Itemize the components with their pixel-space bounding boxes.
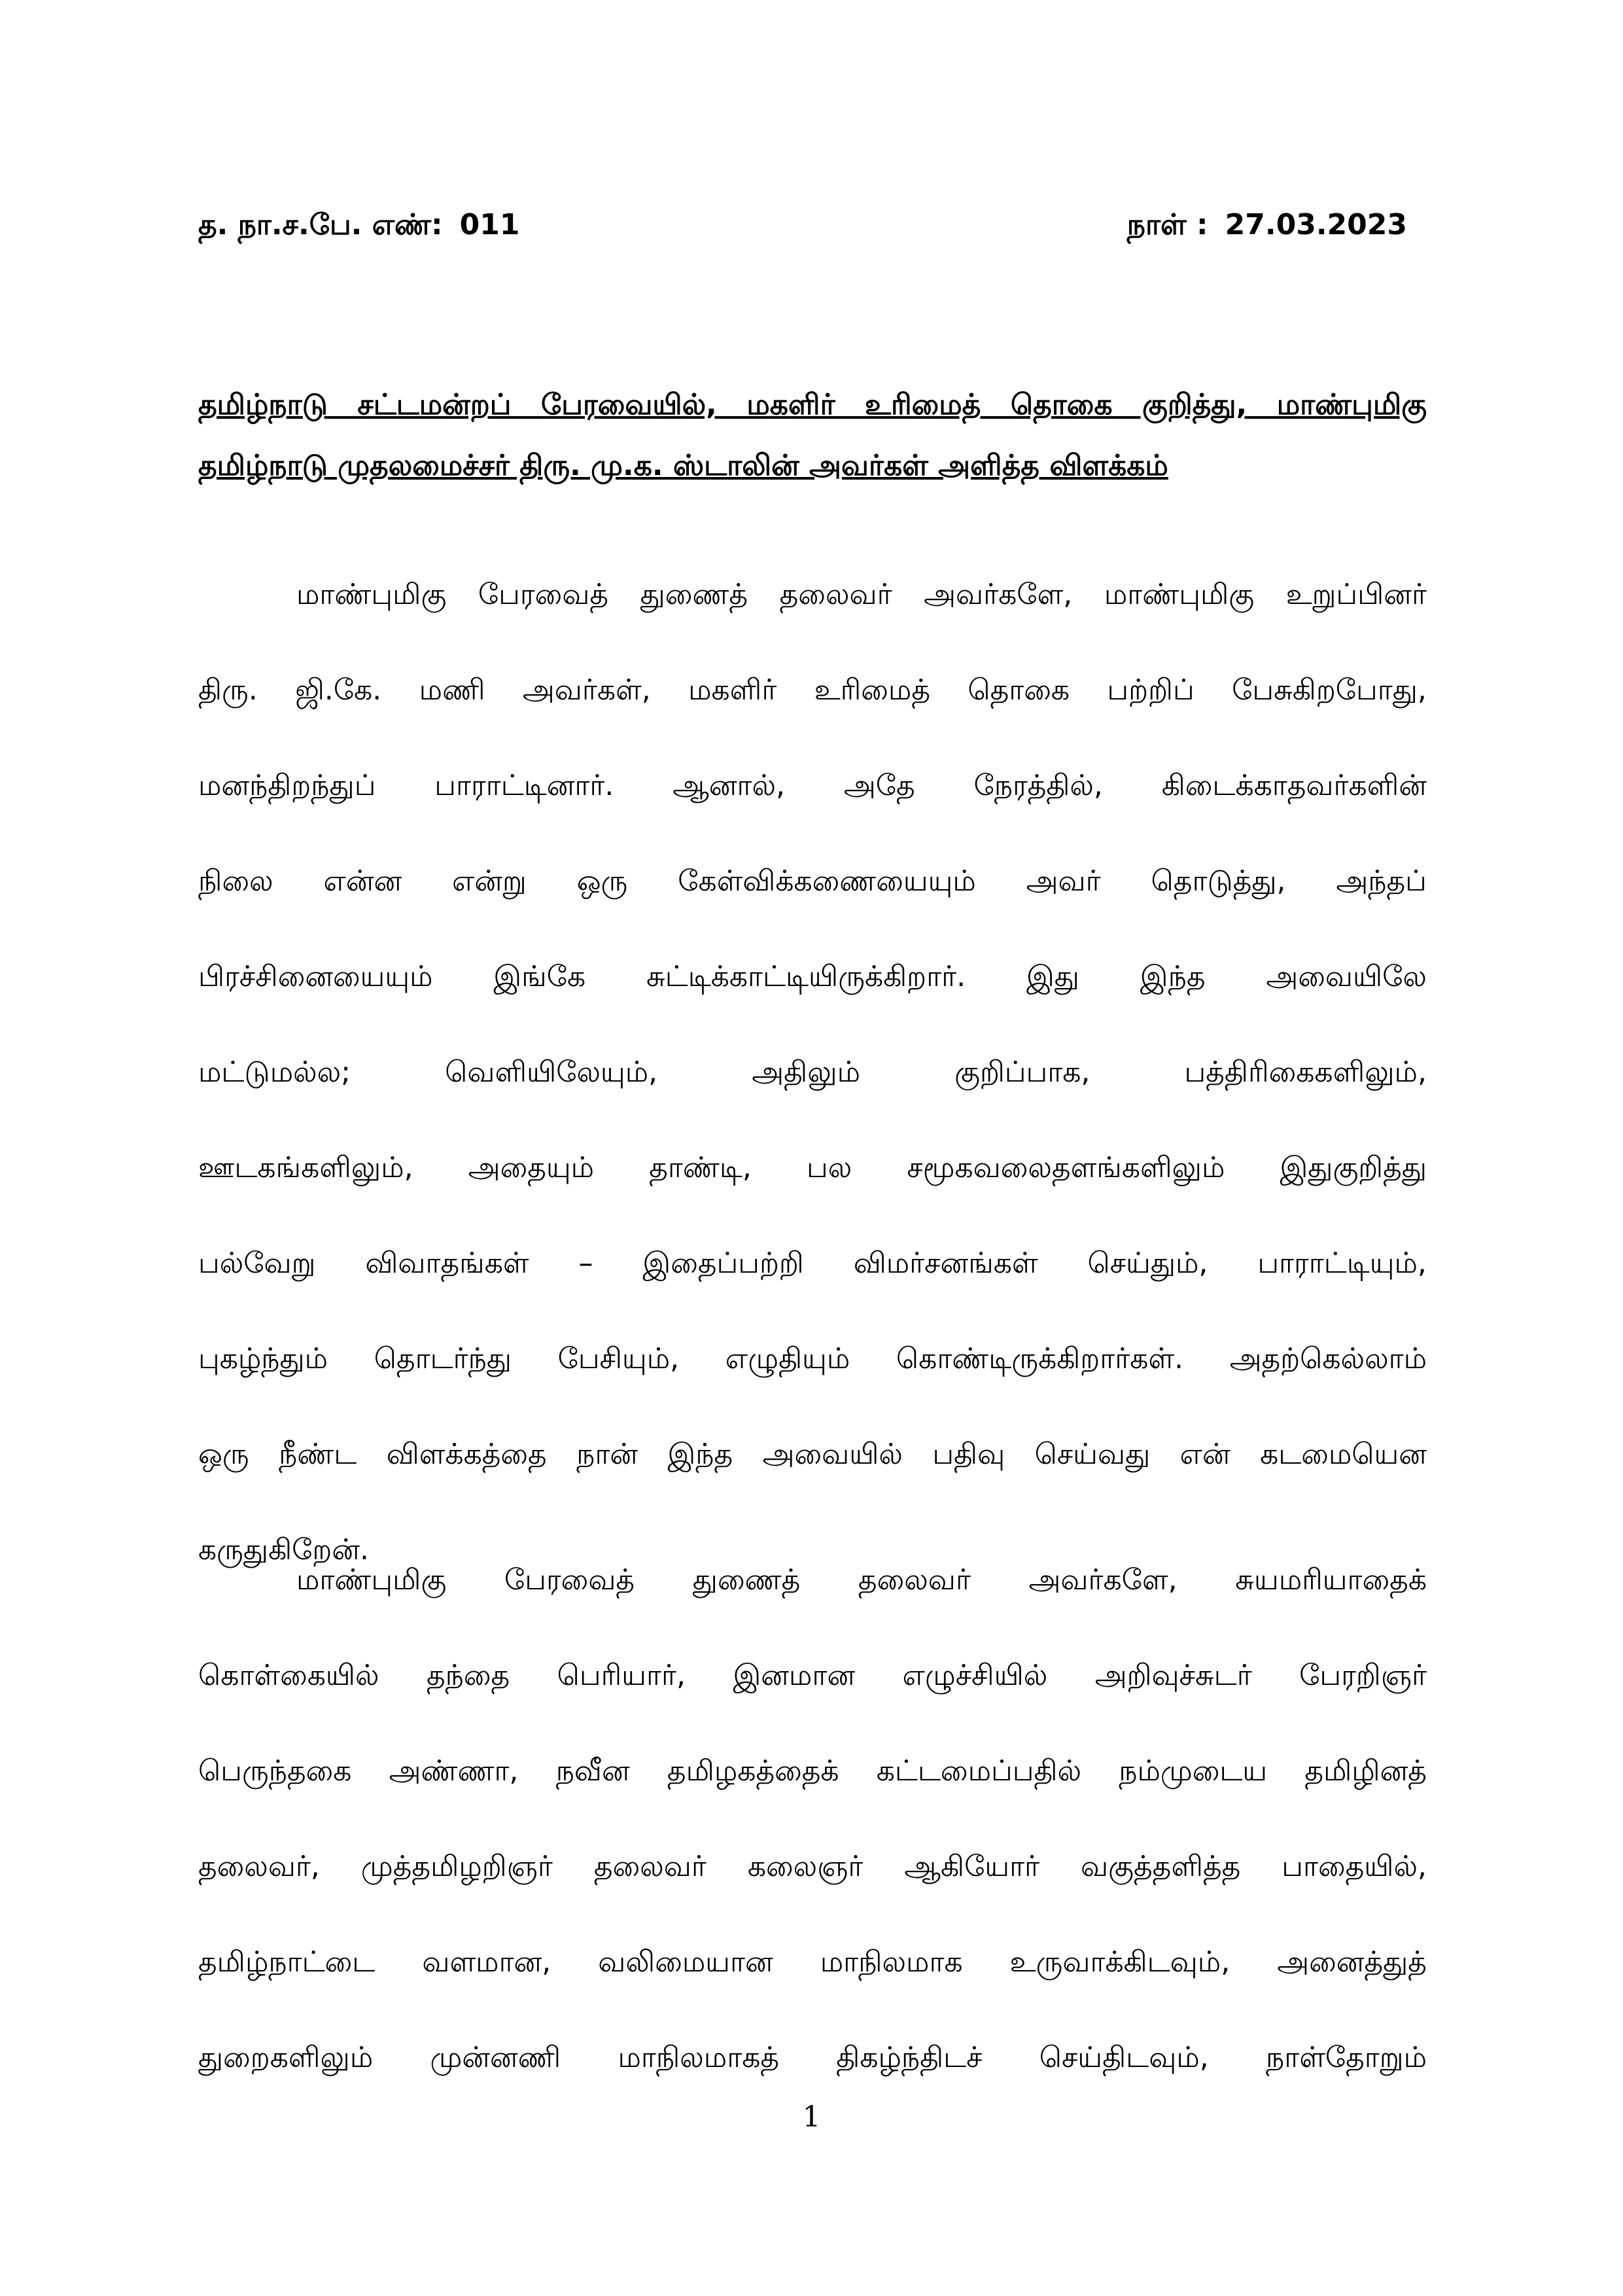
paragraph-line [198,547,1427,643]
word: ஜி.கே. [295,673,382,707]
document-date [1127,208,1407,245]
paragraph-line [198,929,1427,1025]
word: கொண்டிருக்கிறார்கள். [896,1342,1184,1375]
word: தலைவர் [858,1563,971,1597]
word: தலைவர், [198,1850,320,1883]
word: கலைஞர் [747,1850,864,1883]
word: மகளிர் [688,673,777,707]
paragraph-line [198,1025,1427,1120]
word: உறுப்பினர் [1285,578,1427,611]
word: மாண்புமிகு [296,1563,447,1597]
paragraph-line [198,1407,1427,1502]
paragraph-line [198,1311,1427,1407]
word: துணைத் [692,1563,801,1597]
word: அதையும் [468,1151,595,1184]
word: பெருந்தகை [198,1754,352,1788]
word: வகுத்தளித்த [1081,1850,1241,1883]
document-title: தமிழ்நாடு சட்டமன்றப் பேரவையில், மகளிர் உரிமைத் தொகை குறித்து, மாண்புமிகு தமிழ்நாடு முதலமைச்சர் திரு. மு.க. ஸ்டாலின் அவர்கள் அளித்த விளக்கம் [198,388,1427,482]
reference-value: 011 [459,208,520,241]
word: பிரச்சினையையும் [198,960,433,993]
word: விளக்கத்தை [386,1438,547,1471]
word: கட்டமைப்பதில் [876,1754,1082,1788]
word: செய்திடவும், [1039,2041,1209,2074]
word: அதற்கெல்லாம் [1229,1342,1427,1375]
word: அவர்கள், [522,673,651,707]
paragraph-line [198,1120,1427,1216]
paragraph-line [198,1915,1427,2010]
word: தொடுத்து, [1151,864,1286,898]
paragraph-line [198,1819,1427,1915]
word: உரிமைத் [814,673,930,707]
paragraph-line [198,1216,1427,1311]
word: தாண்டி, [649,1151,752,1184]
word: மாண்புமிகு [1104,578,1255,611]
word: எழுதியும் [725,1342,850,1375]
paragraph-line [198,738,1427,834]
word: வெளியிலேயும், [445,1055,658,1089]
word: அவையில் [762,1438,903,1471]
word: எழுச்சியில் [902,1659,1048,1692]
word: நேரத்தில், [973,769,1103,802]
word: மாண்புமிகு [296,578,447,611]
body-paragraph-2 [198,1532,1427,2106]
word: சுயமரியாதைக் [1235,1563,1427,1597]
word: கடமையென [1260,1438,1427,1471]
reference-label: த. நா.ச.பே. எண்: [198,208,443,241]
word: பேரவைத் [478,578,608,611]
word: திரு. [198,673,258,707]
word: நாள்தோறும் [1265,2041,1427,2074]
word: முத்தமிழறிஞர் [360,1850,553,1883]
word: மணி [419,673,485,707]
word: பாராட்டியும், [1257,1246,1427,1280]
word: அறிவுச்சுடர் [1094,1659,1252,1692]
word: இந்த [1140,960,1206,993]
word: என்று [452,864,527,898]
word: இங்கே [493,960,586,993]
word: மாநிலமாகத் [618,2041,779,2074]
word: பாராட்டினார். [434,769,614,802]
word: அனைத்துத் [1277,1945,1427,1979]
word: வலிமையான [598,1945,773,1979]
reference-number [198,208,520,245]
paragraph-line [198,1723,1427,1819]
word: திகழ்ந்திடச் [836,2041,983,2074]
word: ஒரு [198,1438,249,1471]
word: சமூகவலைதளங்களிலும் [907,1151,1225,1184]
word: நிலை [198,864,273,898]
word: தமிழ்நாட்டை [198,1945,375,1979]
word: நான் [576,1438,638,1471]
word: வளமான, [422,1945,551,1979]
word: துறைகளிலும் [198,2041,374,2074]
word: மாநிலமாக [820,1945,963,1979]
word: பல [807,1151,852,1184]
word: பத்திரிகைகளிலும், [1184,1055,1427,1089]
word: பல்வேறு [198,1246,316,1280]
word: சுட்டிக்காட்டியிருக்கிறார். [646,960,966,993]
word: அவர்களே, [924,578,1073,611]
word: பேசுகிறபோது, [1232,673,1427,707]
date-label: நாள் : [1126,208,1208,241]
word: என் [1179,1438,1230,1471]
word: தந்தை [427,1659,510,1692]
word: கேள்விக்கணையையும் [678,864,976,898]
paragraph-line [198,1628,1427,1723]
word: புகழ்ந்தும் [198,1342,328,1375]
word: அவர் [1026,864,1101,898]
word: அந்தப் [1336,864,1427,898]
paragraph-line [198,1532,1427,1628]
word: தமிழகத்தைக் [667,1754,839,1788]
word: என்ன [323,864,402,898]
word: தொகை [968,673,1070,707]
word: பேசியும், [557,1342,680,1375]
paragraph-line [198,834,1427,929]
word: பதிவு [932,1438,1005,1471]
word: மட்டுமல்ல; [198,1055,351,1089]
word: நம்முடைய [1119,1754,1268,1788]
word: அவையிலே [1266,960,1427,993]
word: கருதுகிறேன். [198,1533,369,1566]
word: இனமான [733,1659,855,1692]
word: துணைத் [640,578,748,611]
word: ஊடகங்களிலும், [198,1151,413,1184]
body-paragraph-1 [198,547,1427,1598]
paragraph-line [198,643,1427,738]
word: ஒரு [576,864,628,898]
word: அவர்களே, [1028,1563,1178,1597]
page-number: 1 [802,2100,821,2134]
word: தலைவர் [593,1850,707,1883]
word: இதுகுறித்து [1280,1151,1427,1184]
word: கிடைக்காதவர்களின் [1161,769,1427,802]
word: ஆனால், [672,769,786,802]
word: குறிப்பாக, [954,1055,1091,1089]
word: இந்த [667,1438,733,1471]
word: பேரவைத் [504,1563,635,1597]
word: அண்ணா, [389,1754,519,1788]
word: அதிலும் [752,1055,860,1089]
date-value: 27.03.2023 [1225,208,1407,241]
word: பெரியார், [557,1659,686,1692]
word: அதே [843,769,915,802]
word: இதைப்பற்றி [642,1246,804,1280]
word: செய்வது [1034,1438,1151,1471]
word: நீண்ட [279,1438,357,1471]
word: தலைவர் [779,578,892,611]
word: மனந்திறந்துப் [198,769,376,802]
word: தொடர்ந்து [374,1342,512,1375]
word: விமர்சனங்கள் [853,1246,1038,1280]
word: கொள்கையில் [198,1659,379,1692]
word: பாதையில், [1282,1850,1427,1883]
word: தமிழினத் [1304,1754,1427,1788]
word: முன்னணி [430,2041,561,2074]
word: – [578,1246,593,1280]
word: ஆகியோர் [904,1850,1040,1883]
word: இது [1026,960,1079,993]
word: பேரறிஞர் [1299,1659,1427,1692]
word: நவீன [555,1754,630,1788]
word: செய்தும், [1087,1246,1208,1280]
word: பற்றிப் [1107,673,1195,707]
word: உருவாக்கிடவும், [1009,1945,1230,1979]
word: விவாதங்கள் [365,1246,529,1280]
paragraph-line [198,2010,1427,2106]
